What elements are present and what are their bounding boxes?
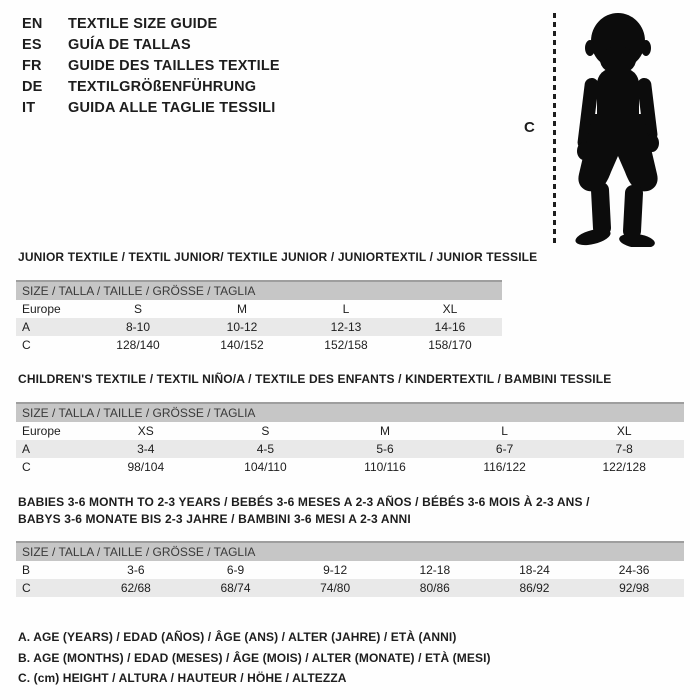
guide-title-en: TEXTILE SIZE GUIDE [68, 16, 218, 32]
children-section-title: CHILDREN'S TEXTILE / TEXTIL NIÑO/A / TEXTILE DES ENFANTS / KINDERTEXTIL / BAMBINI TESSILE [18, 372, 612, 386]
row-label: C [16, 579, 86, 597]
language-code: EN [22, 16, 43, 32]
guide-title-de: TEXTILGRÖßENFÜHRUNG [68, 79, 257, 95]
guide-title-it: GUIDA ALLE TAGLIE TESSILI [68, 100, 276, 116]
cell: 10-12 [190, 318, 294, 336]
row-label: A [16, 318, 86, 336]
cell: 68/74 [186, 579, 286, 597]
cell: 24-36 [618, 563, 650, 577]
cell: S [133, 302, 142, 316]
table-row [16, 336, 502, 354]
cell: XL [442, 302, 458, 316]
language-code: DE [22, 79, 43, 95]
row-label: A [16, 440, 86, 458]
table-row [16, 561, 684, 579]
cell: 80/86 [385, 579, 485, 597]
cell: 6-7 [445, 440, 565, 458]
cell: 98/104 [127, 460, 165, 474]
babies-textile-section [16, 494, 684, 597]
height-measure-label: C [524, 119, 535, 136]
size-header-bar: SIZE / TALLA / TAILLE / GRÖSSE / TAGLIA [16, 281, 502, 300]
baby-silhouette-icon [563, 10, 673, 247]
cell: 128/140 [116, 338, 160, 352]
cell: M [379, 424, 390, 438]
cell: M [237, 302, 247, 316]
cell: 62/68 [86, 579, 186, 597]
language-code: FR [22, 58, 42, 74]
cell: 12-13 [294, 318, 398, 336]
cell: 122/128 [602, 460, 646, 474]
table-row [16, 300, 502, 318]
legend-line-c: C. (cm) HEIGHT / ALTURA / HAUTEUR / HÖHE / ALTEZZA [18, 671, 347, 685]
measure-legend [18, 627, 491, 689]
table-row [16, 422, 684, 440]
size-header-bar: SIZE / TALLA / TAILLE / GRÖSSE / TAGLIA [16, 542, 684, 561]
table-row [16, 458, 684, 476]
junior-size-table [16, 280, 502, 354]
cell: 8-10 [86, 318, 190, 336]
cell: S [261, 424, 270, 438]
cell: 92/98 [584, 579, 684, 597]
junior-textile-section [16, 250, 538, 354]
row-label: C [22, 460, 31, 474]
table-row [16, 318, 502, 336]
guide-title-fr: GUIDE DES TAILLES TEXTILE [68, 58, 280, 74]
row-label: Europe [22, 302, 61, 316]
cell: XS [137, 424, 154, 438]
legend-line-a: A. AGE (YEARS) / EDAD (AÑOS) / ÂGE (ANS) / ALTER (JAHRE) / ETÀ (ANNI) [18, 630, 457, 644]
row-label: B [22, 563, 31, 577]
cell: 9-12 [323, 563, 348, 577]
cell: 14-16 [398, 318, 502, 336]
legend-line-b: B. AGE (MONTHS) / EDAD (MESES) / ÂGE (MOIS) / ALTER (MONATE) / ETÀ (MESI) [18, 650, 491, 665]
height-measure-figure [0, 0, 700, 250]
cell: 116/122 [483, 460, 526, 474]
row-label: Europe [22, 424, 61, 438]
size-header-bar: SIZE / TALLA / TAILLE / GRÖSSE / TAGLIA [16, 403, 684, 422]
cell: 5-6 [325, 440, 445, 458]
cell: 110/116 [364, 460, 406, 474]
cell: 140/152 [220, 338, 264, 352]
children-textile-section [16, 372, 684, 476]
cell: 6-9 [226, 563, 245, 577]
cell: 4-5 [206, 440, 326, 458]
cell: 7-8 [564, 440, 684, 458]
cell: XL [616, 424, 632, 438]
junior-section-title: JUNIOR TEXTILE / TEXTIL JUNIOR/ TEXTILE JUNIOR / JUNIORTEXTIL / JUNIOR TESSILE [18, 250, 538, 264]
babies-section-title [16, 494, 684, 528]
cell: L [342, 302, 350, 316]
language-code: IT [22, 100, 36, 116]
babies-section-title-line2: BABYS 3-6 MONATE BIS 2-3 JAHRE / BAMBINI 3-6 MESI A 2-3 ANNI [18, 512, 411, 526]
babies-section-title-line1: BABIES 3-6 MONTH TO 2-3 YEARS / BEBÉS 3-6 MESES A 2-3 AÑOS / BÉBÉS 3-6 MOIS À 2-3 ANS / [18, 495, 590, 509]
cell: 3-6 [127, 563, 145, 577]
cell: 158/170 [428, 338, 472, 352]
guide-title-es: GUÍA DE TALLAS [68, 37, 191, 53]
cell: 152/158 [324, 338, 368, 352]
dashed-height-line [553, 13, 556, 243]
cell: 104/110 [244, 460, 287, 474]
cell: 12-18 [419, 563, 451, 577]
cell: 3-4 [86, 440, 206, 458]
language-code: ES [22, 37, 42, 53]
children-size-table [16, 402, 684, 476]
cell: 86/92 [485, 579, 585, 597]
cell: 18-24 [519, 563, 550, 577]
row-label: C [22, 338, 31, 352]
cell: L [501, 424, 508, 438]
table-row [16, 440, 684, 458]
cell: 74/80 [285, 579, 385, 597]
babies-size-table [16, 541, 684, 597]
table-row [16, 579, 684, 597]
